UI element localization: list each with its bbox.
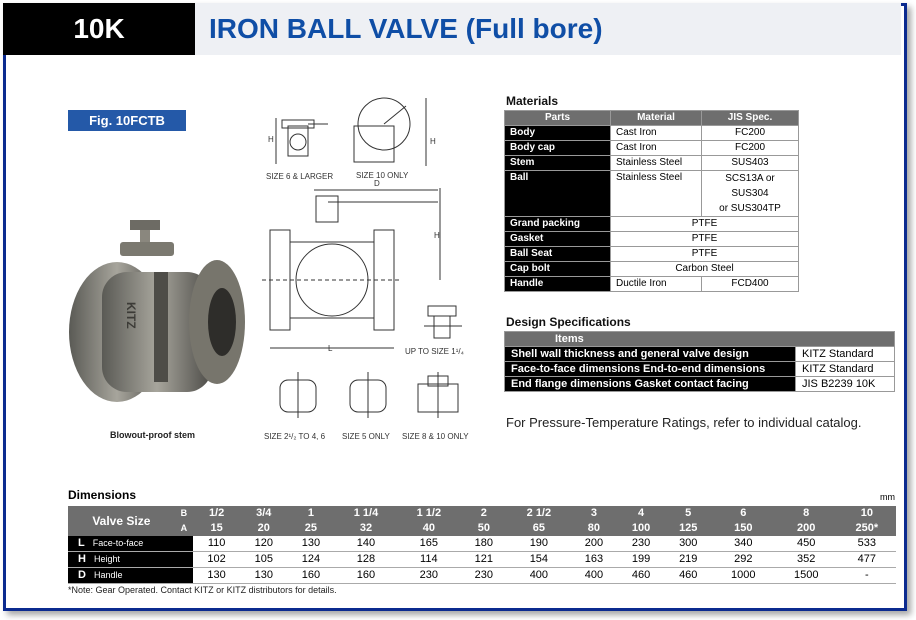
material-material: Ductile Iron: [611, 277, 702, 292]
caption-size8: SIZE 8 & 10 ONLY: [402, 432, 469, 441]
material-material: Stainless Steel: [611, 171, 702, 217]
caption-size2half: SIZE 2¹/₂ TO 4, 6: [264, 432, 326, 441]
figure-label: Fig. 10FCTB: [68, 110, 186, 131]
design-item: End flange dimensions Gasket contact facing: [505, 377, 796, 392]
svg-text:H: H: [434, 231, 440, 240]
size-a-cell: 25: [287, 521, 334, 536]
dim-row-l: [68, 536, 896, 552]
size6-drawing: [268, 112, 330, 168]
design-row: [505, 362, 895, 377]
dim-value-cell: 292: [712, 552, 775, 568]
material-part: Gasket: [505, 232, 611, 247]
dim-value-cell: 154: [507, 552, 570, 568]
caption-upto: UP TO SIZE 1¹/₄: [405, 347, 464, 356]
material-span: PTFE: [611, 217, 799, 232]
material-jis: FC200: [702, 126, 799, 141]
material-part: Body: [505, 126, 611, 141]
size-a-cell: 32: [335, 521, 398, 536]
dim-key-letter: D: [78, 569, 86, 581]
dim-row-h: [68, 552, 896, 568]
size-a-cell: 100: [617, 521, 664, 536]
dim-value-cell: -: [838, 568, 896, 584]
dim-value-cell: 114: [397, 552, 460, 568]
dimensions-unit: mm: [880, 492, 895, 502]
dimensions-table: [68, 506, 896, 584]
dim-value-cell: 230: [617, 536, 664, 552]
dim-value-cell: 128: [335, 552, 398, 568]
size-b-cell: 1 1/4: [335, 506, 398, 521]
dim-value-cell: 200: [570, 536, 617, 552]
dim-value-cell: 400: [507, 568, 570, 584]
row-a-label: A: [175, 521, 193, 536]
size-a-cell: 50: [460, 521, 507, 536]
design-value: KITZ Standard: [796, 347, 895, 362]
design-row: [505, 347, 895, 362]
material-part: Cap bolt: [505, 262, 611, 277]
materials-row: [505, 262, 799, 277]
dim-value-cell: 140: [335, 536, 398, 552]
material-part: Ball: [505, 171, 611, 217]
material-span: Carbon Steel: [611, 262, 799, 277]
dim-value-cell: 110: [193, 536, 240, 552]
material-part: Body cap: [505, 141, 611, 156]
size-b-cell: 5: [665, 506, 712, 521]
dimensions-footnote: *Note: Gear Operated. Contact KITZ or KITZ distributors for details.: [68, 585, 337, 595]
size-a-row: [68, 521, 896, 536]
design-value: JIS B2239 10K: [796, 377, 895, 392]
material-jis: FCD400: [702, 277, 799, 292]
pt-ratings-note: For Pressure-Temperature Ratings, refer to individual catalog.: [506, 415, 862, 430]
materials-header-row: [505, 111, 799, 126]
materials-header-material: Material: [611, 111, 702, 126]
dim-value-cell: 130: [287, 536, 334, 552]
kitz-mark: [124, 302, 138, 329]
dim-value-cell: 121: [460, 552, 507, 568]
dim-value-cell: 102: [193, 552, 240, 568]
dim-value-cell: 340: [712, 536, 775, 552]
dim-value-cell: 300: [665, 536, 712, 552]
dim-value-cell: 477: [838, 552, 896, 568]
materials-header-jis: JIS Spec.: [702, 111, 799, 126]
dim-key-letter: L: [78, 537, 85, 549]
material-jis-line1: SCS13A or SUS304: [725, 173, 775, 199]
dim-value-cell: 160: [287, 568, 334, 584]
size-b-row: [68, 506, 896, 521]
dim-value-cell: 160: [335, 568, 398, 584]
material-material: Stainless Steel: [611, 156, 702, 171]
valve-photo: [62, 212, 247, 422]
size-b-cell: 8: [775, 506, 838, 521]
size-a-cell: 250*: [838, 521, 896, 536]
size-a-cell: 40: [397, 521, 460, 536]
dim-row-key: [68, 568, 193, 584]
size-a-cell: 15: [193, 521, 240, 536]
dim-value-cell: 165: [397, 536, 460, 552]
dim-value-cell: 460: [665, 568, 712, 584]
stem-drawing-c: [414, 372, 462, 418]
row-b-label: B: [175, 506, 193, 521]
size-b-cell: 4: [617, 506, 664, 521]
size-a-cell: 20: [240, 521, 287, 536]
dim-value-cell: 130: [240, 568, 287, 584]
blowout-caption: Blowout-proof stem: [110, 430, 195, 440]
design-table: [504, 331, 895, 392]
dim-value-cell: 105: [240, 552, 287, 568]
page-title: IRON BALL VALVE (Full bore): [195, 3, 901, 55]
design-header-items: Items: [505, 332, 895, 347]
materials-row: [505, 217, 799, 232]
materials-row: [505, 126, 799, 141]
material-jis: SUS403: [702, 156, 799, 171]
dim-value-cell: 130: [193, 568, 240, 584]
dim-value-cell: 450: [775, 536, 838, 552]
size-b-cell: 3: [570, 506, 617, 521]
dim-value-cell: 400: [570, 568, 617, 584]
dim-value-cell: 1500: [775, 568, 838, 584]
material-jis: FC200: [702, 141, 799, 156]
size-b-cell: 2: [460, 506, 507, 521]
size-b-cell: 10: [838, 506, 896, 521]
size-rating-badge: 10K: [3, 3, 195, 55]
svg-text:H: H: [430, 137, 436, 146]
dim-value-cell: 533: [838, 536, 896, 552]
dim-row-key: [68, 552, 193, 568]
material-jis: [702, 171, 799, 217]
size-b-cell: 1: [287, 506, 334, 521]
dim-row-d: [68, 568, 896, 584]
caption-size10: SIZE 10 ONLY: [356, 171, 409, 180]
caption-size6: SIZE 6 & LARGER: [266, 172, 334, 181]
size-b-cell: 1 1/2: [397, 506, 460, 521]
size-b-cell: 3/4: [240, 506, 287, 521]
design-item: Shell wall thickness and general valve design: [505, 347, 796, 362]
dim-value-cell: 1000: [712, 568, 775, 584]
dim-row-key: [68, 536, 193, 552]
dim-value-cell: 199: [617, 552, 664, 568]
materials-row: [505, 171, 799, 217]
design-title: Design Specifications: [506, 315, 631, 329]
materials-row: [505, 141, 799, 156]
design-header-row: [505, 332, 895, 347]
valve-size-label: Valve Size: [68, 506, 175, 536]
materials-row: [505, 232, 799, 247]
materials-row: [505, 277, 799, 292]
dim-key-name: Height: [93, 554, 120, 564]
material-part: Stem: [505, 156, 611, 171]
dim-value-cell: 219: [665, 552, 712, 568]
material-material: Cast Iron: [611, 141, 702, 156]
material-span: PTFE: [611, 247, 799, 262]
dim-value-cell: 163: [570, 552, 617, 568]
size-a-cell: 125: [665, 521, 712, 536]
dim-value-cell: 180: [460, 536, 507, 552]
size-a-cell: 200: [775, 521, 838, 536]
dim-key-name: Handle: [93, 570, 123, 580]
dim-value-cell: 230: [460, 568, 507, 584]
size-a-cell: 65: [507, 521, 570, 536]
dim-value-cell: 460: [617, 568, 664, 584]
dim-value-cell: 352: [775, 552, 838, 568]
small-size-drawing: [420, 300, 466, 344]
svg-text:KITZ: KITZ: [124, 302, 138, 329]
svg-text:L: L: [328, 344, 333, 353]
dim-value-cell: 120: [240, 536, 287, 552]
materials-title: Materials: [506, 94, 559, 108]
svg-text:H: H: [268, 135, 274, 144]
size-b-cell: 2 1/2: [507, 506, 570, 521]
dim-value-cell: 124: [287, 552, 334, 568]
dim-key-name: Face-to-face: [92, 538, 144, 548]
material-part: Ball Seat: [505, 247, 611, 262]
materials-row: [505, 156, 799, 171]
size-a-cell: 80: [570, 521, 617, 536]
dim-value-cell: 190: [507, 536, 570, 552]
design-value: KITZ Standard: [796, 362, 895, 377]
design-item: Face-to-face dimensions End-to-end dimensions: [505, 362, 796, 377]
stem-drawing-b: [346, 372, 390, 418]
design-row: [505, 377, 895, 392]
dimensions-title: Dimensions: [68, 488, 137, 502]
dim-key-letter: H: [78, 553, 86, 565]
material-jis-line2: or SUS304TP: [719, 203, 781, 214]
size10-drawing: [342, 96, 440, 168]
dim-value-cell: 230: [397, 568, 460, 584]
svg-text:D: D: [374, 179, 380, 188]
materials-row: [505, 247, 799, 262]
caption-size5: SIZE 5 ONLY: [342, 432, 390, 441]
stem-drawing-a: [276, 372, 320, 418]
size-b-cell: 6: [712, 506, 775, 521]
material-span: PTFE: [611, 232, 799, 247]
size-a-cell: 150: [712, 521, 775, 536]
material-part: Handle: [505, 277, 611, 292]
material-part: Grand packing: [505, 217, 611, 232]
size-b-cell: 1/2: [193, 506, 240, 521]
material-material: Cast Iron: [611, 126, 702, 141]
materials-table: [504, 110, 799, 292]
materials-header-parts: Parts: [505, 111, 611, 126]
